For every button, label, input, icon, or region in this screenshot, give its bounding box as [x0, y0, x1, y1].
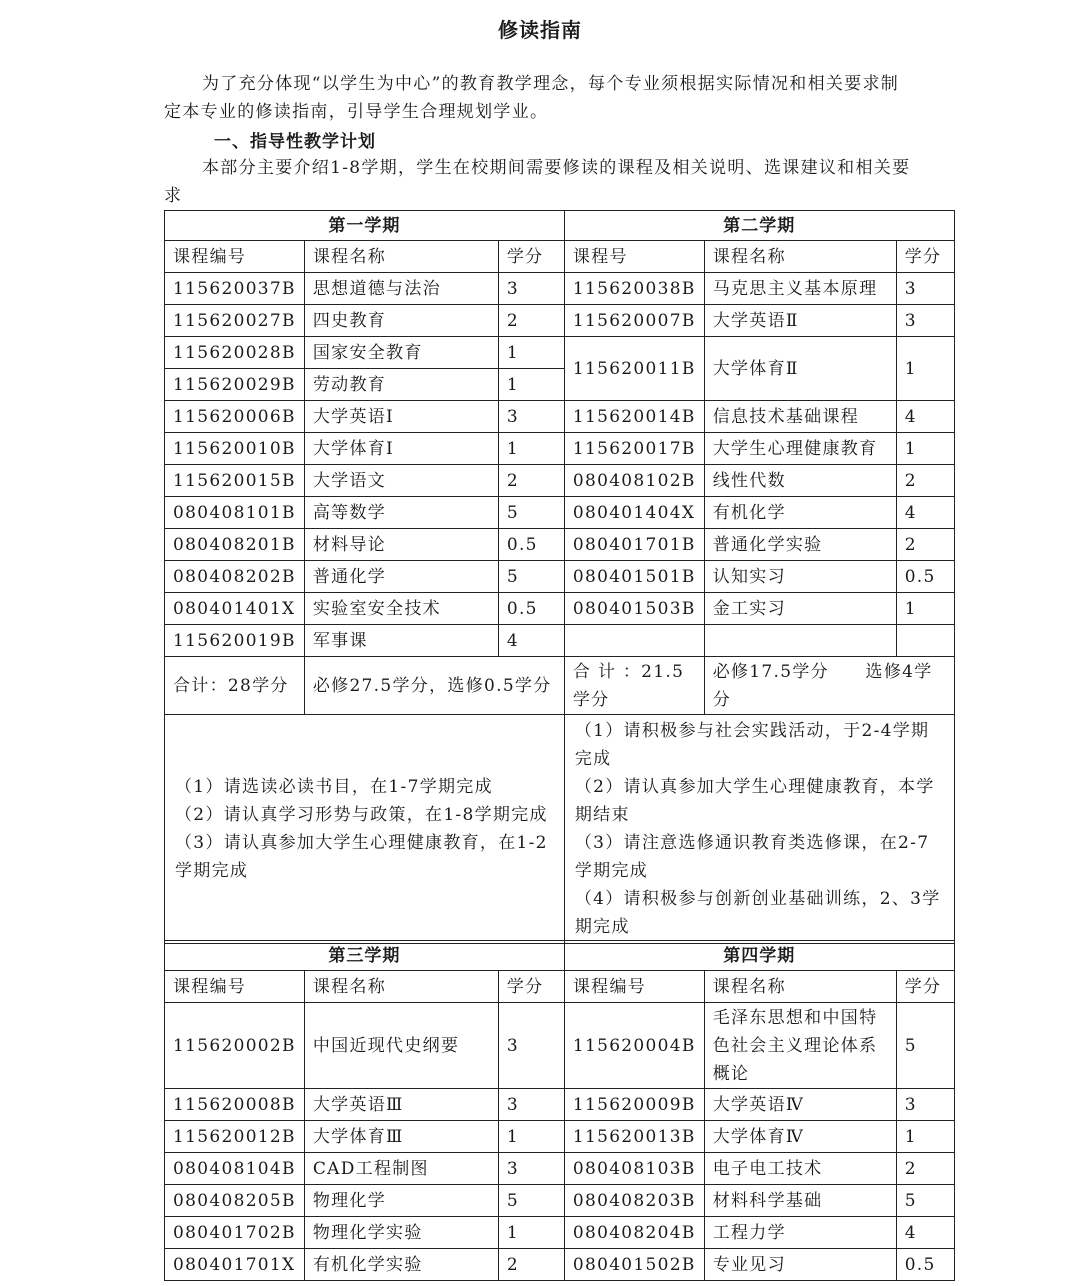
course-name: 大学体育Ⅱ — [704, 337, 896, 401]
sem2-header-code: 课程号 — [564, 241, 704, 273]
course-credit: 1 — [498, 1121, 564, 1153]
sem1-notes — [165, 715, 565, 944]
note-item: （3）请注意选修通识教育类选修课，在2-7学期完成 — [574, 833, 930, 881]
course-credit: 1 — [896, 593, 954, 625]
course-credit: 1 — [498, 337, 564, 369]
sem2-notes — [564, 715, 954, 944]
note-item: （2）请认真参加大学生心理健康教育，本学期结束 — [574, 777, 935, 825]
table-row — [165, 1185, 955, 1217]
table-row — [165, 529, 955, 561]
course-credit: 5 — [498, 497, 564, 529]
course-name: 四史教育 — [304, 305, 498, 337]
course-name: 国家安全教育 — [304, 337, 498, 369]
course-name: 金工实习 — [704, 593, 896, 625]
course-code: 115620007B — [564, 305, 704, 337]
course-name: CAD工程制图 — [304, 1153, 498, 1185]
course-code: 115620028B — [165, 337, 305, 369]
page-title: 修读指南 — [498, 18, 582, 42]
course-code: 080401404X — [564, 497, 704, 529]
course-name: 物理化学实验 — [304, 1217, 498, 1249]
course-name: 大学体育Ⅲ — [304, 1121, 498, 1153]
course-code: 080408203B — [564, 1185, 704, 1217]
course-name: 有机化学实验 — [304, 1249, 498, 1281]
course-name: 认知实习 — [704, 561, 896, 593]
course-credit: 3 — [498, 1089, 564, 1121]
sem1-header-name: 课程名称 — [304, 241, 498, 273]
course-credit: 1 — [498, 1217, 564, 1249]
course-name: 军事课 — [304, 625, 498, 657]
course-code: 080408102B — [564, 465, 704, 497]
course-name: 马克思主义基本原理 — [704, 273, 896, 305]
course-code: 080408103B — [564, 1153, 704, 1185]
table-row — [165, 273, 955, 305]
course-code: 080401702B — [165, 1217, 305, 1249]
course-credit: 5 — [498, 1185, 564, 1217]
table-row — [165, 1003, 955, 1089]
note-item: （1）请积极参与社会实践活动，于2-4学期完成 — [574, 721, 930, 769]
course-name: 思想道德与法治 — [304, 273, 498, 305]
sem4-header-credit: 学分 — [896, 971, 954, 1003]
course-name: 大学英语Ⅰ — [304, 401, 498, 433]
course-credit: 3 — [498, 1153, 564, 1185]
course-name: 劳动教育 — [304, 369, 498, 401]
table-row — [165, 593, 955, 625]
course-credit: 4 — [896, 497, 954, 529]
course-credit: 3 — [498, 1003, 564, 1089]
sem2-total-detail: 必修17.5学分 选修4学分 — [704, 657, 954, 715]
course-name: 普通化学实验 — [704, 529, 896, 561]
course-credit: 2 — [498, 465, 564, 497]
section-heading: 一、指导性教学计划 — [214, 132, 376, 152]
table-row — [165, 561, 955, 593]
table-row — [165, 1121, 955, 1153]
sem3-header-credit: 学分 — [498, 971, 564, 1003]
course-code: 115620011B — [564, 337, 704, 401]
sem3-header-code: 课程编号 — [165, 971, 305, 1003]
course-name: 大学语文 — [304, 465, 498, 497]
course-name: 普通化学 — [304, 561, 498, 593]
course-credit: 5 — [896, 1185, 954, 1217]
course-code: 080408204B — [564, 1217, 704, 1249]
course-name: 大学体育Ⅳ — [704, 1121, 896, 1153]
sem1-total-label: 合计：28学分 — [165, 657, 305, 715]
course-code: 115620019B — [165, 625, 305, 657]
course-code: 080408101B — [165, 497, 305, 529]
table-row — [165, 1153, 955, 1185]
course-name: 信息技术基础课程 — [704, 401, 896, 433]
note-item: （1）请选读必读书目，在1-7学期完成 — [175, 777, 493, 797]
course-code: 115620014B — [564, 401, 704, 433]
course-code: 080401502B — [564, 1249, 704, 1281]
course-name: 大学英语Ⅳ — [704, 1089, 896, 1121]
sem2-total-label: 合 计 ：21.5学分 — [564, 657, 704, 715]
course-code: 080401503B — [564, 593, 704, 625]
course-credit: 3 — [498, 401, 564, 433]
table-row — [165, 305, 955, 337]
note-item: （2）请认真学习形势与政策，在1-8学期完成 — [175, 805, 548, 825]
course-code: 115620013B — [564, 1121, 704, 1153]
sem4-header-name: 课程名称 — [704, 971, 896, 1003]
table-row — [165, 1217, 955, 1249]
course-name: 材料科学基础 — [704, 1185, 896, 1217]
semester-3-4-table — [164, 940, 955, 1281]
table-row — [165, 625, 955, 657]
course-code: 080408202B — [165, 561, 305, 593]
course-code: 080408201B — [165, 529, 305, 561]
course-credit: 4 — [498, 625, 564, 657]
course-code: 115620002B — [165, 1003, 305, 1089]
course-credit: 3 — [896, 1089, 954, 1121]
course-code: 115620010B — [165, 433, 305, 465]
course-code: 115620037B — [165, 273, 305, 305]
course-credit: 3 — [896, 305, 954, 337]
course-code: 115620038B — [564, 273, 704, 305]
section-text: 本部分主要介绍1-8学期，学生在校期间需要修读的课程及相关说明、选课建议和相关要求 — [164, 158, 911, 206]
semester-1-2-table — [164, 210, 955, 944]
course-name: 大学英语Ⅲ — [304, 1089, 498, 1121]
sem2-header-name: 课程名称 — [704, 241, 896, 273]
table-row — [165, 465, 955, 497]
sem2-header-credit: 学分 — [896, 241, 954, 273]
course-credit: 5 — [498, 561, 564, 593]
course-name: 线性代数 — [704, 465, 896, 497]
course-name: 有机化学 — [704, 497, 896, 529]
course-credit: 2 — [498, 1249, 564, 1281]
sem1-title: 第一学期 — [165, 211, 565, 241]
course-name: 大学体育Ⅰ — [304, 433, 498, 465]
course-name: 大学英语Ⅱ — [704, 305, 896, 337]
table-row — [165, 497, 955, 529]
course-credit: 2 — [896, 465, 954, 497]
course-name: 电子电工技术 — [704, 1153, 896, 1185]
course-name: 物理化学 — [304, 1185, 498, 1217]
course-name: 专业见习 — [704, 1249, 896, 1281]
course-code: 115620004B — [564, 1003, 704, 1089]
course-code: 080408205B — [165, 1185, 305, 1217]
course-name: 中国近现代史纲要 — [304, 1003, 498, 1089]
course-code: 115620006B — [165, 401, 305, 433]
course-code: 115620017B — [564, 433, 704, 465]
course-name: 高等数学 — [304, 497, 498, 529]
table-row — [165, 337, 955, 369]
course-credit: 0.5 — [498, 529, 564, 561]
course-credit: 2 — [896, 529, 954, 561]
total-row — [165, 657, 955, 715]
sem4-title: 第四学期 — [564, 941, 954, 971]
notes-row — [165, 715, 955, 944]
course-name: 实验室安全技术 — [304, 593, 498, 625]
table-row — [165, 433, 955, 465]
intro-paragraph: 为了充分体现“以学生为中心”的教育教学理念，每个专业须根据实际情况和相关要求制定本专业的修读指南，引导学生合理规划学业。 — [164, 74, 900, 122]
course-code: 115620027B — [165, 305, 305, 337]
course-credit: 4 — [896, 401, 954, 433]
course-code: 080401501B — [564, 561, 704, 593]
course-credit: 5 — [896, 1003, 954, 1089]
sem2-title: 第二学期 — [564, 211, 954, 241]
course-code: 115620012B — [165, 1121, 305, 1153]
course-credit: 4 — [896, 1217, 954, 1249]
course-code: 115620008B — [165, 1089, 305, 1121]
sem1-header-credit: 学分 — [498, 241, 564, 273]
sem3-title: 第三学期 — [165, 941, 565, 971]
course-code: 080408104B — [165, 1153, 305, 1185]
course-code: 080401701B — [564, 529, 704, 561]
sem3-header-name: 课程名称 — [304, 971, 498, 1003]
course-code: 115620029B — [165, 369, 305, 401]
course-credit: 1 — [498, 433, 564, 465]
course-credit: 1 — [896, 337, 954, 401]
table-row — [165, 401, 955, 433]
course-name: 工程力学 — [704, 1217, 896, 1249]
table-row — [165, 1089, 955, 1121]
course-code: 115620009B — [564, 1089, 704, 1121]
course-name: 毛泽东思想和中国特色社会主义理论体系概论 — [704, 1003, 896, 1089]
course-credit: 3 — [498, 273, 564, 305]
course-code: 080401701X — [165, 1249, 305, 1281]
course-credit: 1 — [498, 369, 564, 401]
course-code: 115620015B — [165, 465, 305, 497]
course-credit: 1 — [896, 433, 954, 465]
sem4-header-code: 课程编号 — [564, 971, 704, 1003]
note-item: （3）请认真参加大学生心理健康教育，在1-2学期完成 — [175, 833, 548, 881]
empty-cell — [704, 625, 896, 657]
empty-cell — [896, 625, 954, 657]
sem1-total-detail: 必修27.5学分，选修0.5学分 — [304, 657, 564, 715]
course-code: 080401401X — [165, 593, 305, 625]
course-credit: 1 — [896, 1121, 954, 1153]
empty-cell — [564, 625, 704, 657]
sem1-header-code: 课程编号 — [165, 241, 305, 273]
course-credit: 2 — [498, 305, 564, 337]
course-credit: 0.5 — [896, 561, 954, 593]
note-item: （4）请积极参与创新创业基础训练，2、3学期完成 — [574, 889, 941, 937]
table-row — [165, 1249, 955, 1281]
course-name: 材料导论 — [304, 529, 498, 561]
course-name: 大学生心理健康教育 — [704, 433, 896, 465]
course-credit: 3 — [896, 273, 954, 305]
course-credit: 0.5 — [896, 1249, 954, 1281]
course-credit: 2 — [896, 1153, 954, 1185]
course-credit: 0.5 — [498, 593, 564, 625]
